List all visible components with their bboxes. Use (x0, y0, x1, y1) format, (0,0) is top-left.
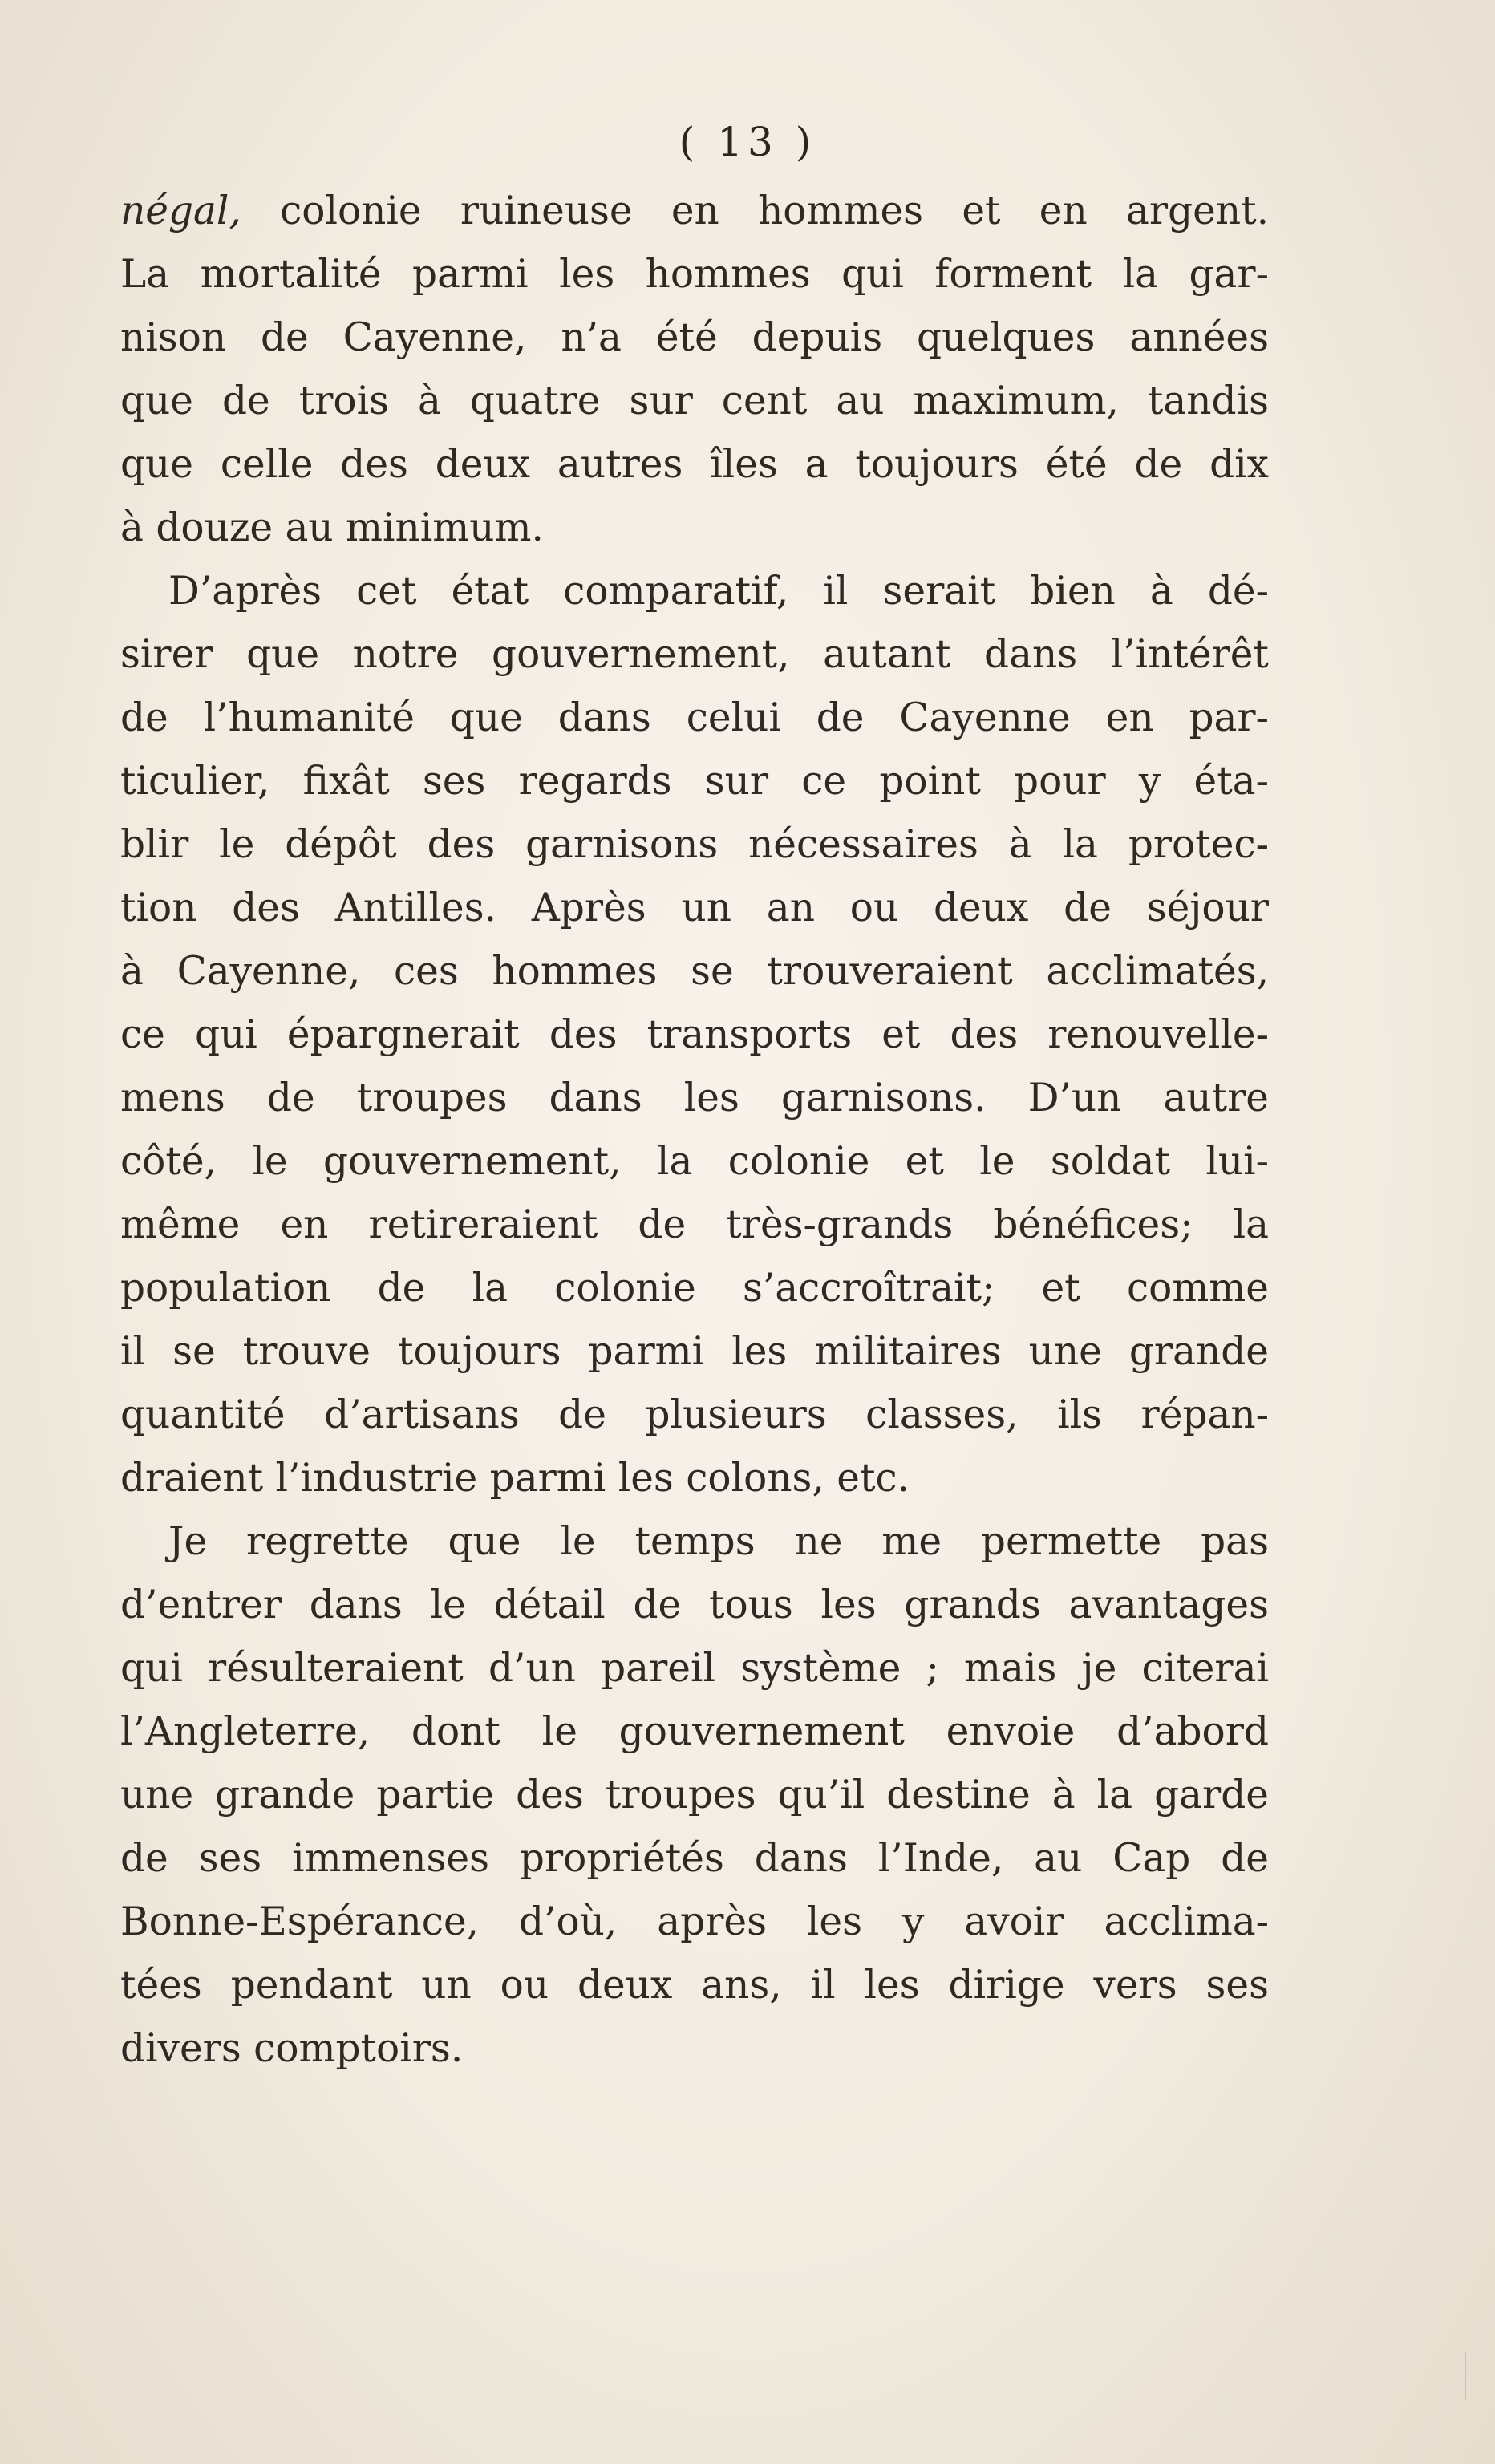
text-line: blir le dépôt des garnisons nécessaires à la protec- (120, 822, 1269, 867)
text-line: qui résulteraient d’un pareil système ; mais je citerai (120, 1646, 1269, 1691)
text-line: il se trouve toujours parmi les militaires une grande (120, 1329, 1269, 1374)
body-text (120, 180, 1269, 2081)
text-line: d’entrer dans le détail de tous les grands avantages (120, 1583, 1269, 1627)
text-line: ticulier, fixât ses regards sur ce point pour y éta- (120, 759, 1269, 804)
text-line: La mortalité parmi les hommes qui forment la gar- (120, 252, 1269, 297)
text-line (120, 180, 1269, 243)
text-line: tion des Antilles. Après un an ou deux de séjour (120, 886, 1269, 930)
text-line: quantité d’artisans de plusieurs classes, ils répan- (120, 1392, 1269, 1437)
text-line: sirer que notre gouvernement, autant dans l’intérêt (120, 632, 1269, 677)
text-line: que de trois à quatre sur cent au maximum, tandis (120, 379, 1269, 424)
text-line: de l’humanité que dans celui de Cayenne en par- (120, 695, 1269, 740)
text-line: de ses immenses propriétés dans l’Inde, au Cap de (120, 1836, 1269, 1881)
text-line: que celle des deux autres îles a toujours été de dix (120, 442, 1269, 487)
text-line: mens de troupes dans les garnisons. D’un autre (120, 1076, 1269, 1121)
page-number: ( 13 ) (679, 119, 816, 165)
text-line: population de la colonie s’accroîtrait; et comme (120, 1266, 1269, 1311)
text-line: à douze au minimum. (120, 505, 544, 550)
text-line: nison de Cayenne, n’a été depuis quelques années (120, 315, 1269, 360)
text-line: Bonne-Espérance, d’où, après les y avoir acclima- (120, 1899, 1269, 1944)
text-line: côté, le gouvernement, la colonie et le soldat lui- (120, 1139, 1269, 1184)
text-line: divers comptoirs. (120, 2026, 464, 2071)
text-line: à Cayenne, ces hommes se trouveraient acclimatés, (120, 949, 1269, 994)
text-line: même en retireraient de très-grands bénéfices; la (120, 1202, 1269, 1247)
text-line: tées pendant un ou deux ans, il les dirige vers ses (120, 1963, 1269, 2008)
paper-mark (1465, 2352, 1466, 2400)
text-line: D’après cet état comparatif, il serait bien à dé- (168, 569, 1269, 614)
text-line: Je regrette que le temps ne me permette pas (168, 1519, 1269, 1564)
text-line: une grande partie des troupes qu’il destine à la garde (120, 1773, 1269, 1818)
text-fragment: colonie ruineuse en hommes et en argent. (241, 188, 1269, 233)
text-line: draient l’industrie parmi les colons, etc. (120, 1456, 910, 1501)
italic-fragment: négal, (120, 188, 241, 233)
text-line: ce qui épargnerait des transports et des renouvelle- (120, 1012, 1269, 1057)
text-line: l’Angleterre, dont le gouvernement envoie d’abord (120, 1709, 1269, 1754)
